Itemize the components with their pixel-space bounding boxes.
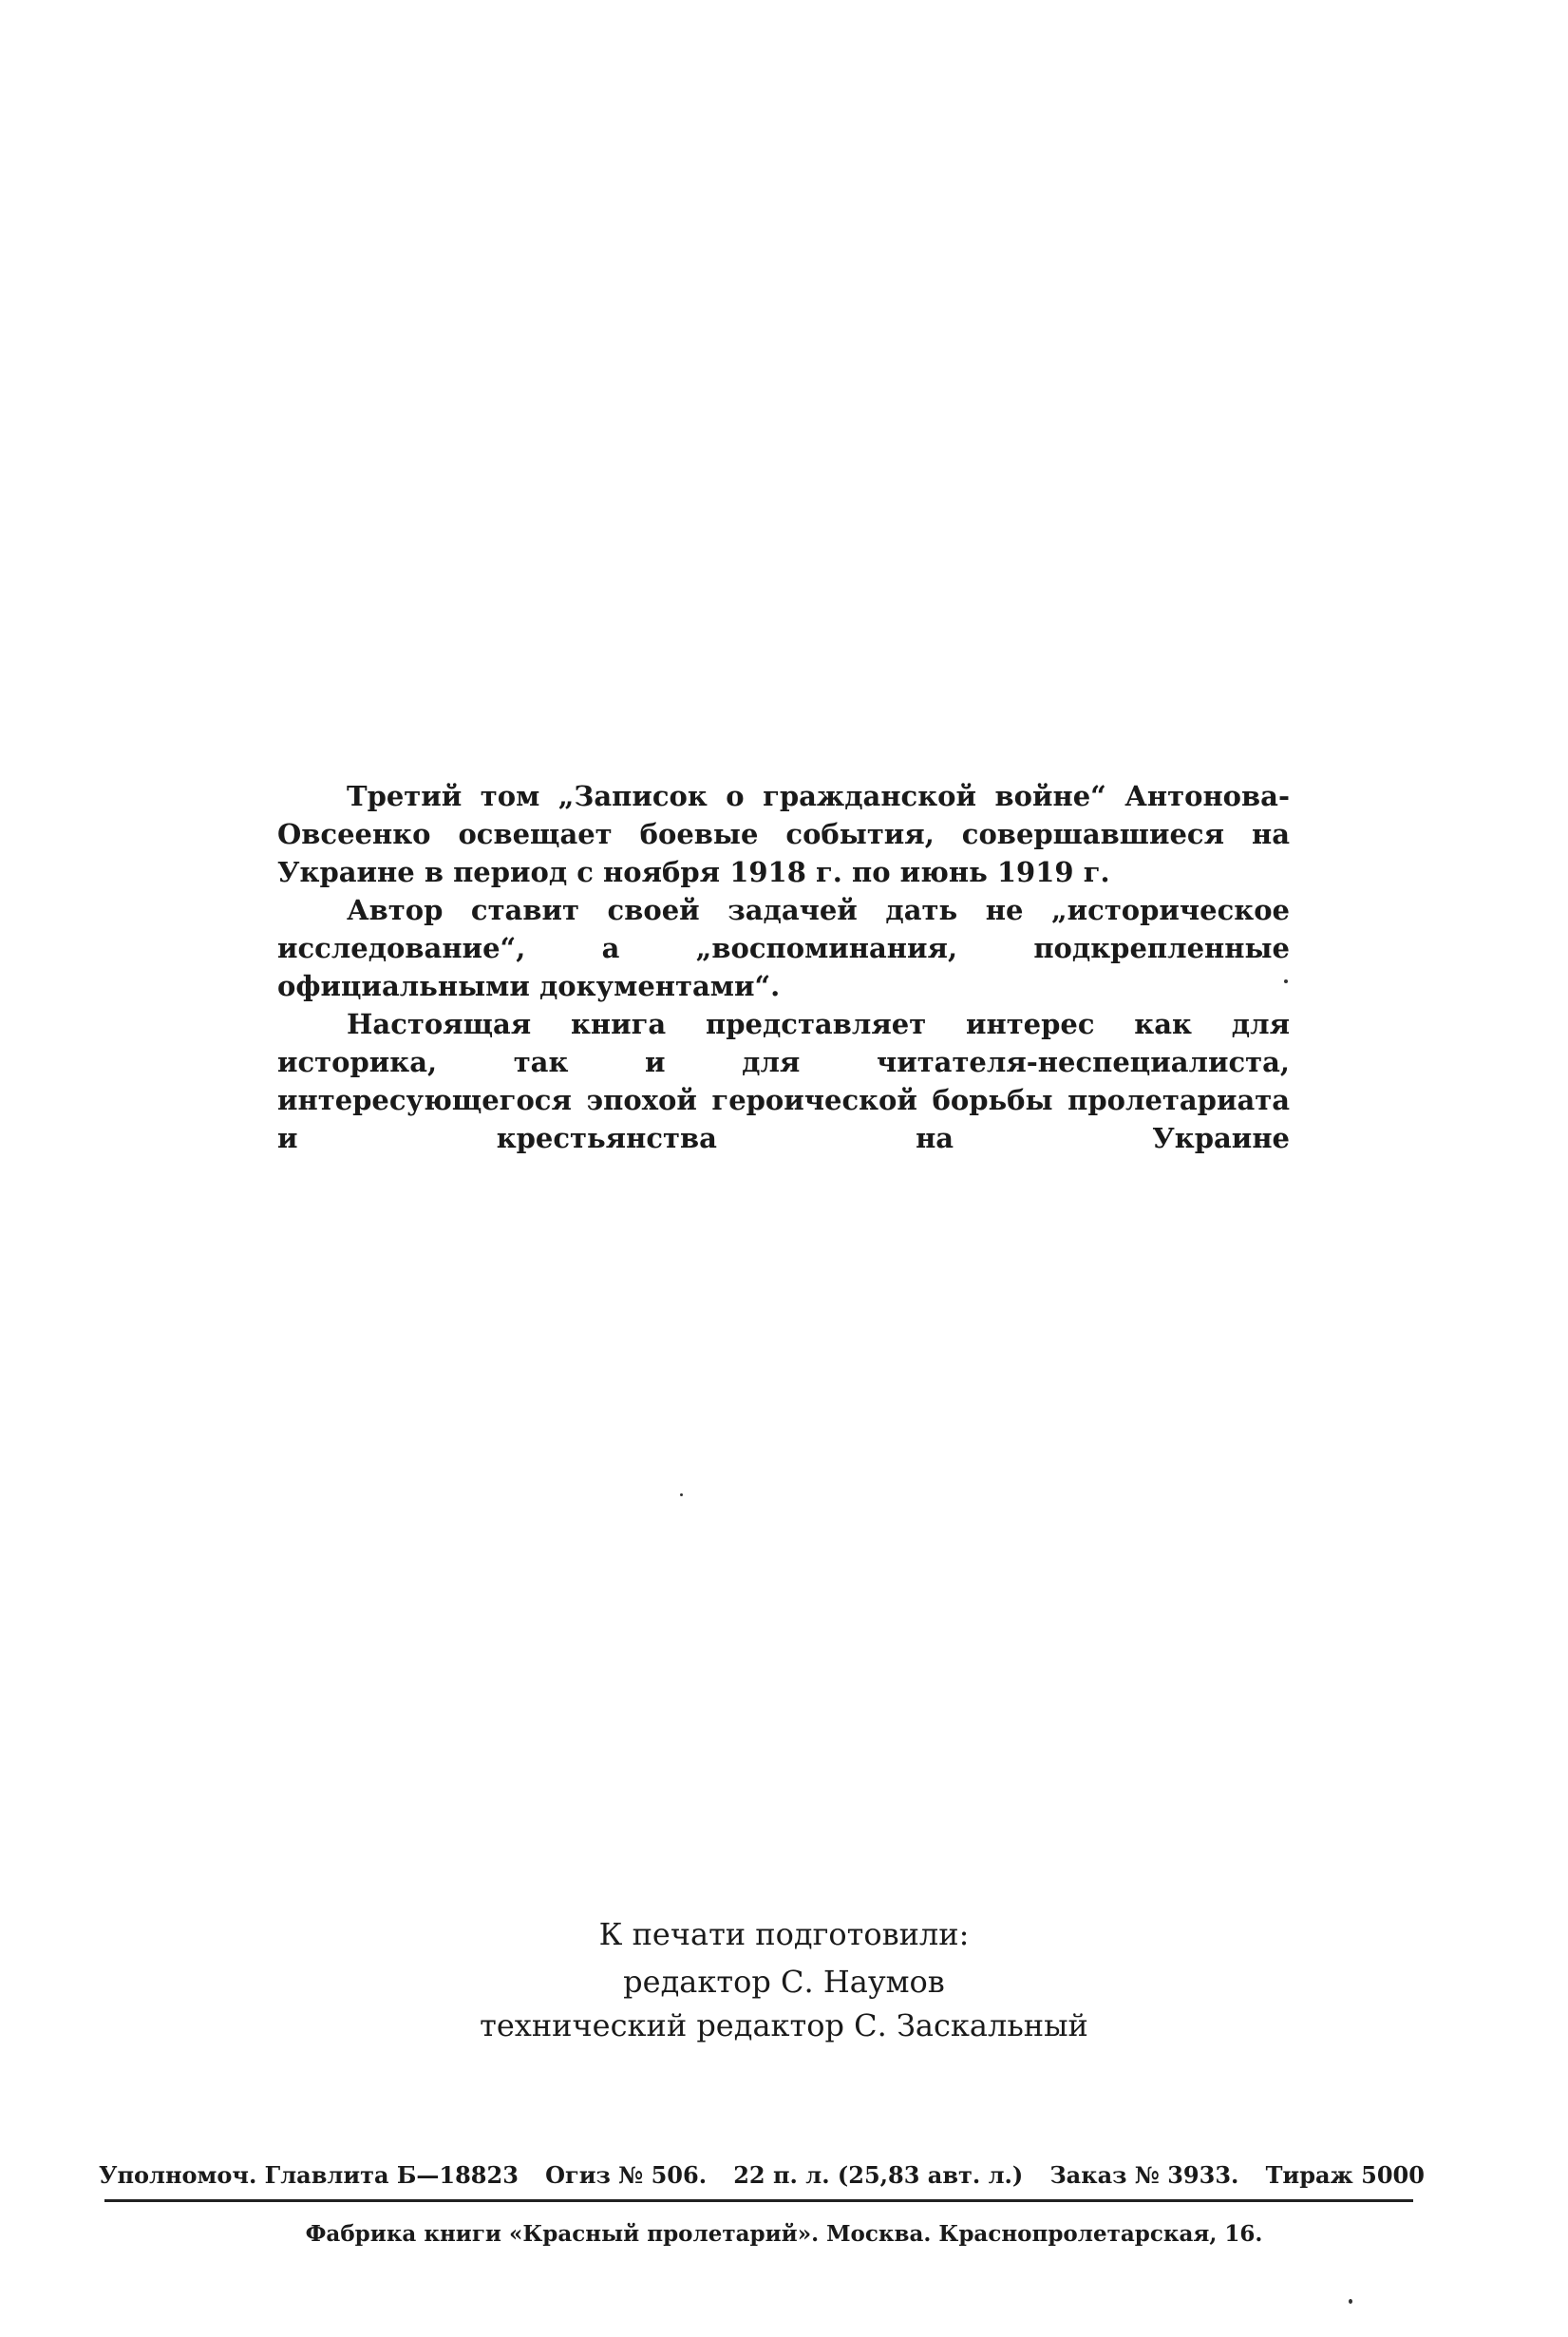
annotation-paragraph-1: Третий том „Записок о гражданской войне“ Антонова-Овсеенко освещает боевые события, совершавшиеся на Украине в период с ноября 1918 г. по июнь 1919 г. bbox=[277, 780, 1290, 888]
imprint-sheets: 22 п. л. (25,83 авт. л.) bbox=[733, 2161, 1024, 2189]
credits-editor: редактор С. Наумов bbox=[623, 1964, 945, 2000]
imprint-order: Заказ № 3933. bbox=[1049, 2161, 1239, 2189]
annotation-text bbox=[277, 777, 1290, 1157]
imprint-ogiz: Огиз № 506. bbox=[545, 2161, 708, 2189]
imprint-glavlit: Уполномоч. Главлита Б—18823 bbox=[99, 2161, 519, 2189]
imprint-factory: Фабрика книги «Красный пролетарий». Москва. Краснопролетарская, 16. bbox=[305, 2221, 1263, 2247]
print-speck bbox=[1349, 2299, 1352, 2304]
imprint-print-run: Тираж 5000 bbox=[1265, 2161, 1425, 2189]
print-speck bbox=[680, 1493, 683, 1496]
annotation-paragraph-3: Настоящая книга представляет интерес как для историка, так и для читателя-неспециалиста, интересующегося эпохой героической борьбы пролетариата и крестьянства на Украине bbox=[277, 1008, 1290, 1154]
imprint-divider bbox=[104, 2199, 1413, 2202]
credits-tech-editor: технический редактор С. Заскальный bbox=[480, 2007, 1088, 2043]
print-speck bbox=[1284, 979, 1288, 983]
annotation-paragraph-2: Автор ставит своей задачей дать не „историческое исследование“, а „воспоминания, подкрепленные официальными документами“. bbox=[277, 894, 1290, 1002]
imprint-line bbox=[99, 2161, 1425, 2190]
credits-heading: К печати подготовили: bbox=[598, 1916, 970, 1952]
